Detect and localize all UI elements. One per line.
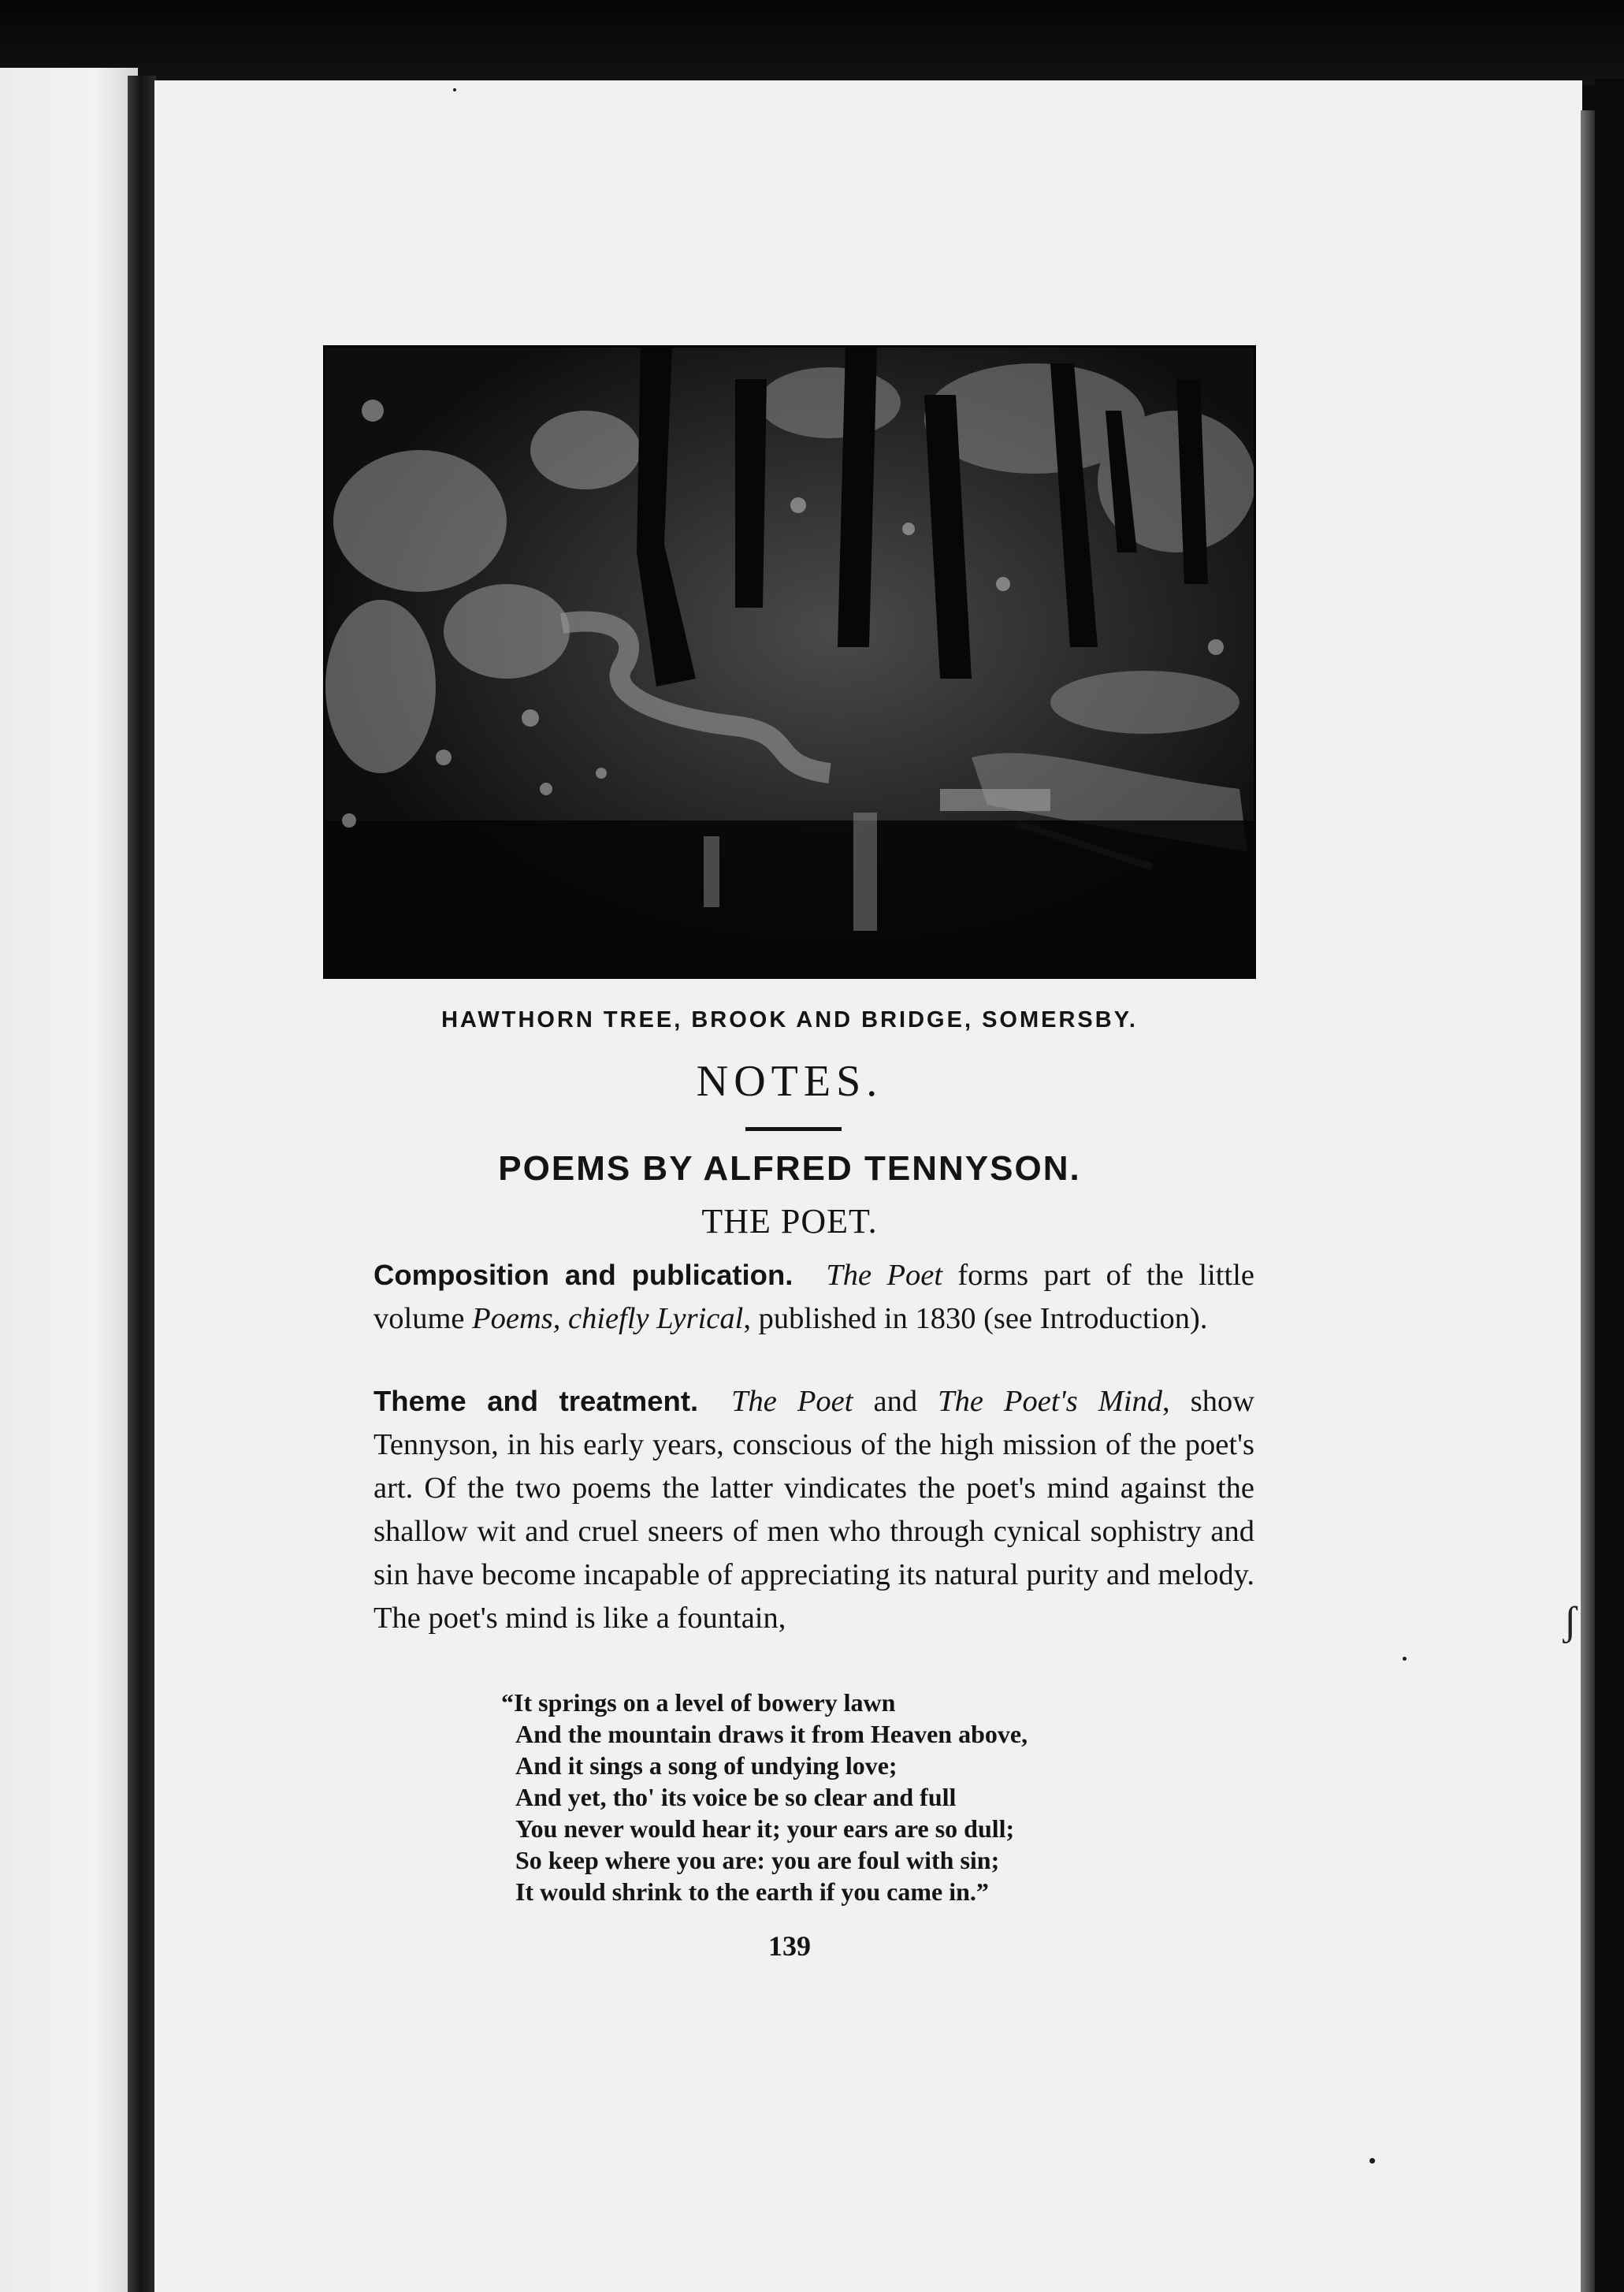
- title-reference: The Poet's Mind: [938, 1385, 1163, 1418]
- paragraph-text: , published in 1830 (see Introduction).: [743, 1302, 1208, 1335]
- volume-reference: Poems, chiefly Lyrical: [472, 1302, 744, 1335]
- paragraph-text: and: [853, 1385, 938, 1418]
- theme-heading: Theme and treatment.: [373, 1385, 699, 1417]
- book-gutter: [128, 76, 156, 2292]
- title-reference: The Poet: [826, 1259, 943, 1292]
- divider-rule: [745, 1127, 842, 1131]
- title-reference: The Poet: [731, 1385, 853, 1418]
- margin-mark: ʃ: [1563, 1599, 1578, 1644]
- ink-speck: [1369, 2158, 1375, 2164]
- scan-top-border: [0, 0, 1624, 85]
- photo-image: [325, 348, 1254, 977]
- quote-line: You never would hear it; your ears are so dull;: [515, 1814, 1015, 1843]
- quote-line: It would shrink to the earth if you came in.”: [515, 1877, 989, 1906]
- poem-quotation: [501, 1687, 1193, 1907]
- quote-line: And yet, tho' its voice be so clear and full: [515, 1783, 957, 1811]
- quote-line: So keep where you are: you are foul with sin;: [515, 1846, 1000, 1874]
- composition-heading: Composition and publication.: [373, 1259, 793, 1291]
- theme-paragraph: [373, 1379, 1254, 1640]
- paragraph-text: forms part of the little volume: [373, 1259, 1254, 1335]
- page-fore-edge: [1581, 110, 1595, 2292]
- composition-paragraph: [373, 1253, 1254, 1341]
- paragraph-text: , show Tennyson, in his early years, conscious of the high mission of the poet's art. Of the two poems the latter vindicates the poet's mind against the shallow wit and cruel sneers of men who through cynical sophistry and sin have become incapable of appreciating its natural purity and melody. The poet's mind is like a fountain,: [373, 1385, 1255, 1635]
- photo-caption: HAWTHORN TREE, BROOK AND BRIDGE, SOMERSBY.: [441, 1007, 1138, 1033]
- quote-line: And it sings a song of undying love;: [515, 1751, 897, 1780]
- scan-right-border: [1595, 79, 1624, 2292]
- book-title: POEMS BY ALFRED TENNYSON.: [498, 1149, 1081, 1188]
- ink-speck: [1403, 1657, 1407, 1661]
- section-heading: NOTES.: [696, 1057, 883, 1106]
- quote-line: And the mountain draws it from Heaven above,: [515, 1720, 1028, 1748]
- quote-line: “It springs on a level of bowery lawn: [501, 1688, 896, 1717]
- ink-speck: [453, 88, 456, 91]
- poem-title: THE POET.: [701, 1202, 878, 1241]
- photograph-hawthorn-brook: [323, 345, 1256, 979]
- facing-page-edge: [0, 68, 138, 2292]
- page-number: 139: [768, 1930, 811, 1962]
